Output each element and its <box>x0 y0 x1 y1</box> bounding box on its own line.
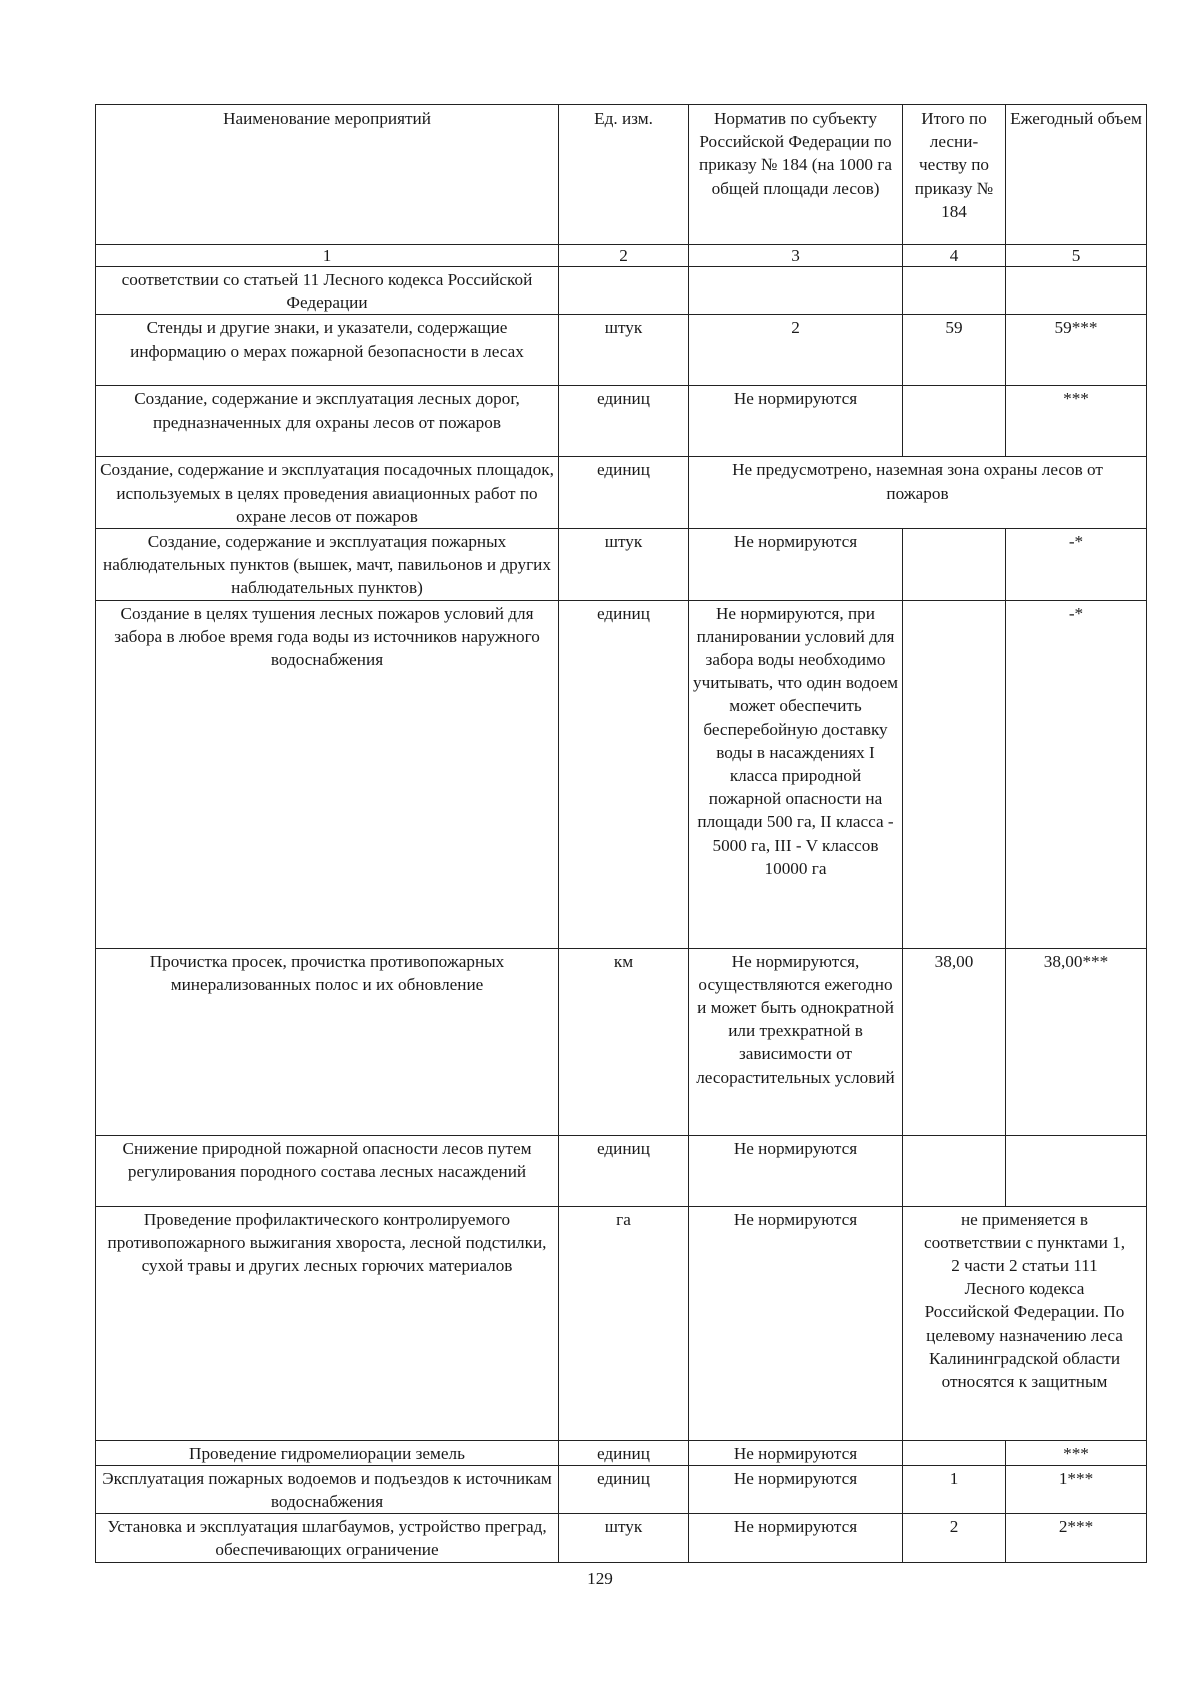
cell-name: Создание, содержание и эксплуатация лесных дорог, предназначенных для охраны лесов от пожаров <box>96 386 559 457</box>
cell-norm: Не нормируются <box>689 1206 903 1440</box>
column-number: 4 <box>903 245 1006 267</box>
cell-annual: -* <box>1006 529 1147 601</box>
cell-total: 2 <box>903 1514 1006 1562</box>
cell-annual: -* <box>1006 600 1147 948</box>
cell-total: 38,00 <box>903 948 1006 1135</box>
cell-unit: единиц <box>559 1440 689 1465</box>
cell-name: Прочистка просек, прочистка противопожарных минерализованных полос и их обновление <box>96 948 559 1135</box>
header-total: Итого по лесни-честву по приказу № 184 <box>903 105 1006 245</box>
header-unit: Ед. изм. <box>559 105 689 245</box>
table-row <box>96 1465 1147 1513</box>
table-row <box>96 1440 1147 1465</box>
cell-norm: Не нормируются <box>689 1514 903 1562</box>
table-row <box>96 267 1147 315</box>
cell-annual: 2*** <box>1006 1514 1147 1562</box>
cell-norm <box>689 267 903 315</box>
header-norm: Норматив по субъекту Российской Федерации по приказу № 184 (на 1000 га общей площади лесов) <box>689 105 903 245</box>
cell-unit: штук <box>559 529 689 601</box>
cell-name: Установка и эксплуатация шлагбаумов, устройство преград, обеспечивающих ограничение <box>96 1514 559 1562</box>
table-row <box>96 600 1147 948</box>
column-number: 3 <box>689 245 903 267</box>
cell-total <box>903 267 1006 315</box>
cell-name: Стенды и другие знаки, и указатели, содержащие информацию о мерах пожарной безопасности в лесах <box>96 315 559 386</box>
cell-annual: 38,00*** <box>1006 948 1147 1135</box>
cell-unit: штук <box>559 315 689 386</box>
cell-norm: Не нормируются <box>689 1135 903 1206</box>
table-row <box>96 1514 1147 1562</box>
table-row <box>96 386 1147 457</box>
cell-annual: *** <box>1006 1440 1147 1465</box>
cell-name: соответствии со статьей 11 Лесного кодекса Российской Федерации <box>96 267 559 315</box>
column-number: 2 <box>559 245 689 267</box>
cell-annual: 1*** <box>1006 1465 1147 1513</box>
table-row <box>96 315 1147 386</box>
cell-name: Проведение профилактического контролируемого противопожарного выжигания хвороста, лесной подстилки, сухой травы и других лесных горючих материалов <box>96 1206 559 1440</box>
cell-norm: Не нормируются <box>689 386 903 457</box>
cell-unit: единиц <box>559 386 689 457</box>
document-page <box>95 104 1146 1563</box>
column-number: 1 <box>96 245 559 267</box>
cell-unit: штук <box>559 1514 689 1562</box>
header-annual: Ежегодный объем <box>1006 105 1147 245</box>
cell-unit <box>559 267 689 315</box>
cell-total <box>903 529 1006 601</box>
cell-merged-note: Не предусмотрено, наземная зона охраны лесов от пожаров <box>689 457 1147 529</box>
cell-name: Эксплуатация пожарных водоемов и подъездов к источникам водоснабжения <box>96 1465 559 1513</box>
cell-norm: Не нормируются, осуществляются ежегодно и может быть однократной или трехкратной в зависимости от лесорастительных условий <box>689 948 903 1135</box>
cell-norm: Не нормируются <box>689 1465 903 1513</box>
cell-norm: Не нормируются, при планировании условий для забора воды необходимо учитывать, что один водоем может обеспечить бесперебойную доставку воды в насаждениях I класса природной пожарной опасности на площади 500 га, II класса - 5000 га, III - V классов 10000 га <box>689 600 903 948</box>
cell-name: Создание в целях тушения лесных пожаров условий для забора в любое время года воды из источников наружного водоснабжения <box>96 600 559 948</box>
cell-total: 59 <box>903 315 1006 386</box>
fire-measures-table <box>95 104 1147 1563</box>
page-number: 129 <box>587 1569 613 1588</box>
cell-total <box>903 600 1006 948</box>
cell-total <box>903 386 1006 457</box>
cell-norm: 2 <box>689 315 903 386</box>
cell-unit: единиц <box>559 1135 689 1206</box>
cell-merged-note: не применяется в соответствии с пунктами 1, 2 части 2 статьи 111 Лесного кодекса Российской Федерации. По целевому назначению леса Калининградской области относятся к защитным <box>903 1206 1147 1440</box>
cell-annual: 59*** <box>1006 315 1147 386</box>
cell-annual: *** <box>1006 386 1147 457</box>
table-row <box>96 1135 1147 1206</box>
table-row <box>96 948 1147 1135</box>
cell-name: Снижение природной пожарной опасности лесов путем регулирования породного состава лесных насаждений <box>96 1135 559 1206</box>
cell-unit: единиц <box>559 1465 689 1513</box>
cell-unit: единиц <box>559 457 689 529</box>
table-row <box>96 529 1147 601</box>
header-name: Наименование мероприятий <box>96 105 559 245</box>
table-row <box>96 1206 1147 1440</box>
cell-unit: км <box>559 948 689 1135</box>
cell-annual <box>1006 267 1147 315</box>
column-number: 5 <box>1006 245 1147 267</box>
header-row <box>96 105 1147 245</box>
cell-name: Создание, содержание и эксплуатация посадочных площадок, используемых в целях проведения авиационных работ по охране лесов от пожаров <box>96 457 559 529</box>
cell-name: Проведение гидромелиорации земель <box>96 1440 559 1465</box>
table-row <box>96 457 1147 529</box>
cell-annual <box>1006 1135 1147 1206</box>
cell-total: 1 <box>903 1465 1006 1513</box>
cell-name: Создание, содержание и эксплуатация пожарных наблюдательных пунктов (вышек, мачт, павильонов и других наблюдательных пунктов) <box>96 529 559 601</box>
cell-unit: единиц <box>559 600 689 948</box>
cell-unit: га <box>559 1206 689 1440</box>
cell-norm: Не нормируются <box>689 529 903 601</box>
cell-total <box>903 1135 1006 1206</box>
cell-norm: Не нормируются <box>689 1440 903 1465</box>
cell-total <box>903 1440 1006 1465</box>
column-numbers-row <box>96 245 1147 267</box>
